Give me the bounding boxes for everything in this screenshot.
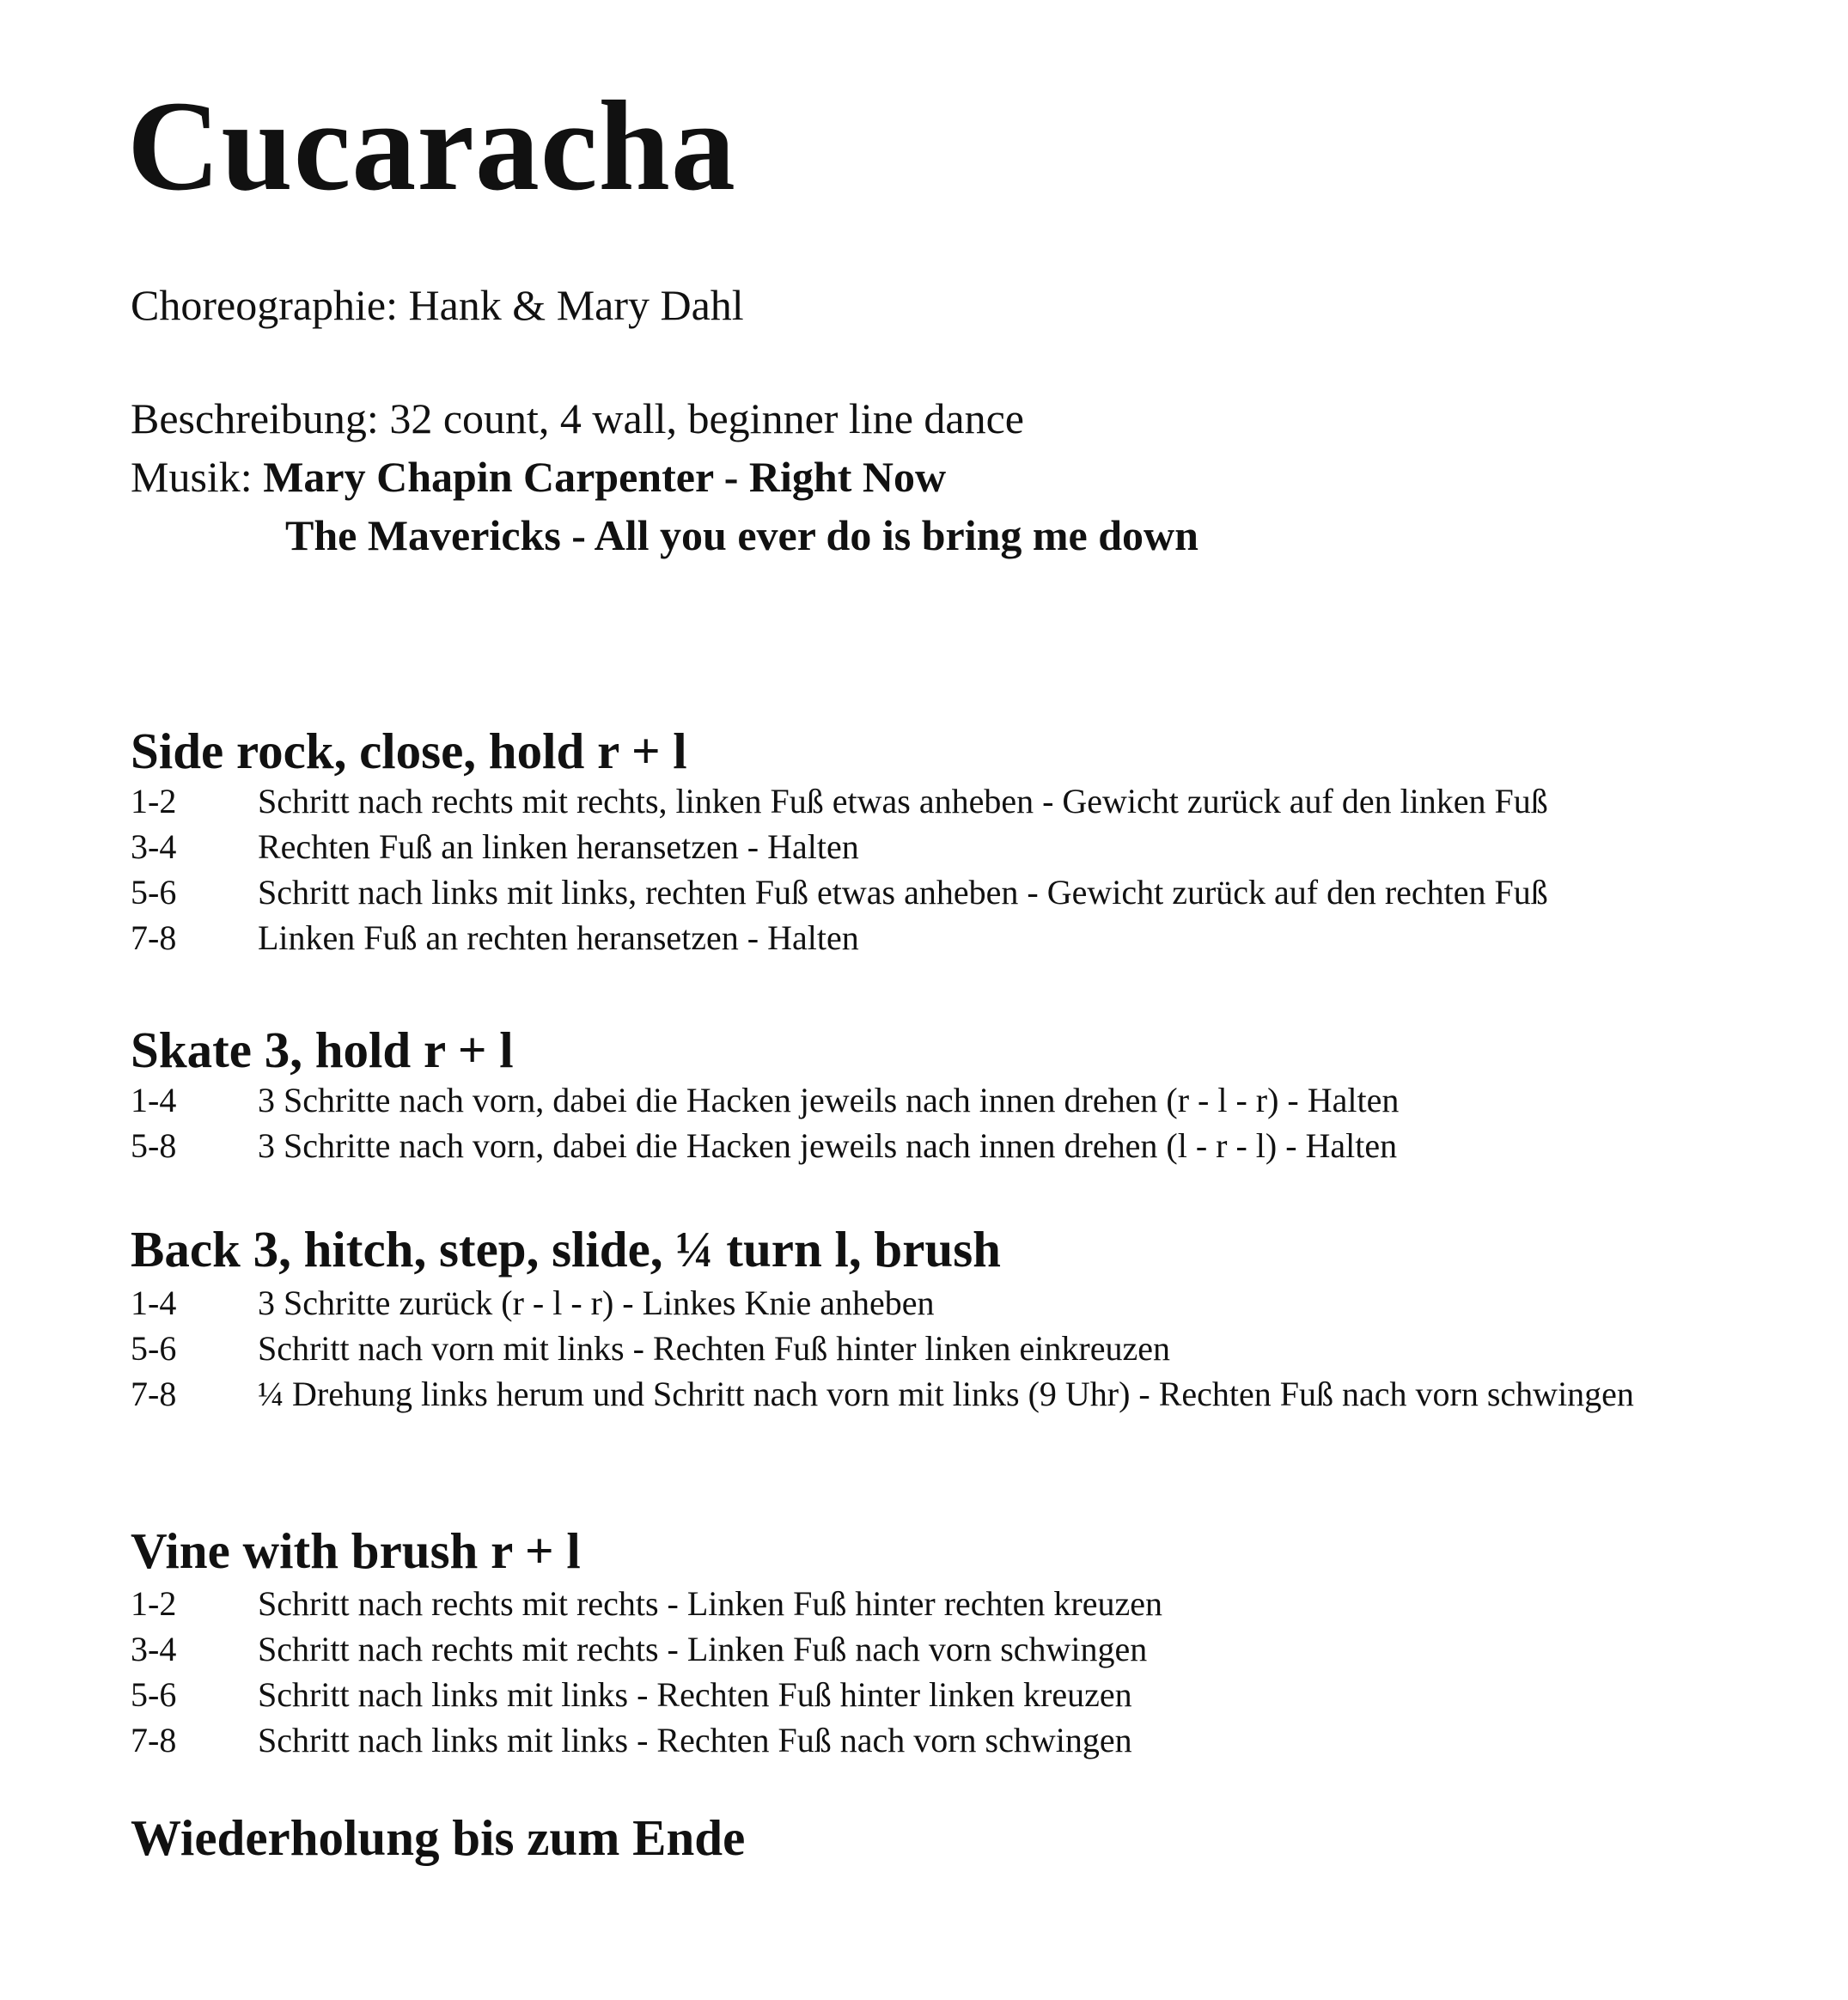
step-count: 5-6 xyxy=(131,1329,177,1368)
section-title-4: Vine with brush r + l xyxy=(131,1522,581,1579)
step-row xyxy=(131,824,1763,869)
music-track-1: Mary Chapin Carpenter - Right Now xyxy=(263,453,947,501)
step-count: 3-4 xyxy=(131,1630,177,1668)
step-count: 5-8 xyxy=(131,1126,177,1165)
section-title-2: Skate 3, hold r + l xyxy=(131,1021,514,1078)
section-steps-1 xyxy=(131,778,1763,960)
step-count: 5-6 xyxy=(131,873,177,912)
step-count: 7-8 xyxy=(131,1375,177,1413)
choreography-line: Choreographie: Hank & Mary Dahl xyxy=(131,281,744,329)
step-row xyxy=(131,1077,1763,1123)
step-row xyxy=(131,869,1763,915)
section-steps-4 xyxy=(131,1581,1763,1763)
step-row xyxy=(131,1672,1763,1717)
section-title-3: Back 3, hitch, step, slide, ¼ turn l, brush xyxy=(131,1221,1001,1277)
step-description: Schritt nach links mit links, rechten Fuß etwas anheben - Gewicht zurück auf den rechten Fuß xyxy=(258,873,1548,912)
step-row xyxy=(131,915,1763,960)
description-line: Beschreibung: 32 count, 4 wall, beginner line dance xyxy=(131,394,1024,442)
step-description: Schritt nach rechts mit rechts - Linken Fuß hinter rechten kreuzen xyxy=(258,1584,1162,1623)
step-count: 1-4 xyxy=(131,1081,177,1119)
step-count: 5-6 xyxy=(131,1675,177,1714)
step-description: Schritt nach vorn mit links - Rechten Fuß hinter linken einkreuzen xyxy=(258,1329,1170,1368)
step-row xyxy=(131,1717,1763,1763)
step-count: 7-8 xyxy=(131,1721,177,1759)
step-description: Rechten Fuß an linken heransetzen - Halten xyxy=(258,827,859,866)
step-description: 3 Schritte zurück (r - l - r) - Linkes Knie anheben xyxy=(258,1284,935,1322)
step-description: Schritt nach links mit links - Rechten Fuß hinter linken kreuzen xyxy=(258,1675,1132,1714)
step-description: 3 Schritte nach vorn, dabei die Hacken jeweils nach innen drehen (l - r - l) - Halten xyxy=(258,1126,1398,1165)
step-description: Linken Fuß an rechten heransetzen - Halten xyxy=(258,918,859,957)
step-description: ¼ Drehung links herum und Schritt nach vorn mit links (9 Uhr) - Rechten Fuß nach vorn schwingen xyxy=(258,1375,1634,1413)
step-count: 1-2 xyxy=(131,1584,177,1623)
step-count: 7-8 xyxy=(131,918,177,957)
step-row xyxy=(131,1280,1763,1326)
step-row xyxy=(131,1371,1763,1417)
step-row xyxy=(131,1326,1763,1371)
step-row xyxy=(131,1626,1763,1672)
music-line xyxy=(131,453,947,501)
music-label: Musik: xyxy=(131,453,264,501)
step-count: 3-4 xyxy=(131,827,177,866)
step-description: Schritt nach rechts mit rechts, linken Fuß etwas anheben - Gewicht zurück auf den linken Fuß xyxy=(258,782,1548,820)
step-description: 3 Schritte nach vorn, dabei die Hacken jeweils nach innen drehen (r - l - r) - Halten xyxy=(258,1081,1400,1119)
step-row xyxy=(131,1123,1763,1168)
step-description: Schritt nach links mit links - Rechten Fuß nach vorn schwingen xyxy=(258,1721,1132,1759)
step-count: 1-2 xyxy=(131,782,177,820)
step-row xyxy=(131,1581,1763,1626)
section-title-1: Side rock, close, hold r + l xyxy=(131,723,687,779)
page-title: Cucaracha xyxy=(127,75,736,217)
step-row xyxy=(131,778,1763,824)
section-steps-2 xyxy=(131,1077,1763,1168)
step-count: 1-4 xyxy=(131,1284,177,1322)
footer-repeat-note: Wiederholung bis zum Ende xyxy=(131,1809,746,1866)
music-track-2: The Mavericks - All you ever do is bring me down xyxy=(285,511,1198,559)
step-description: Schritt nach rechts mit rechts - Linken Fuß nach vorn schwingen xyxy=(258,1630,1148,1668)
section-steps-3 xyxy=(131,1280,1763,1417)
